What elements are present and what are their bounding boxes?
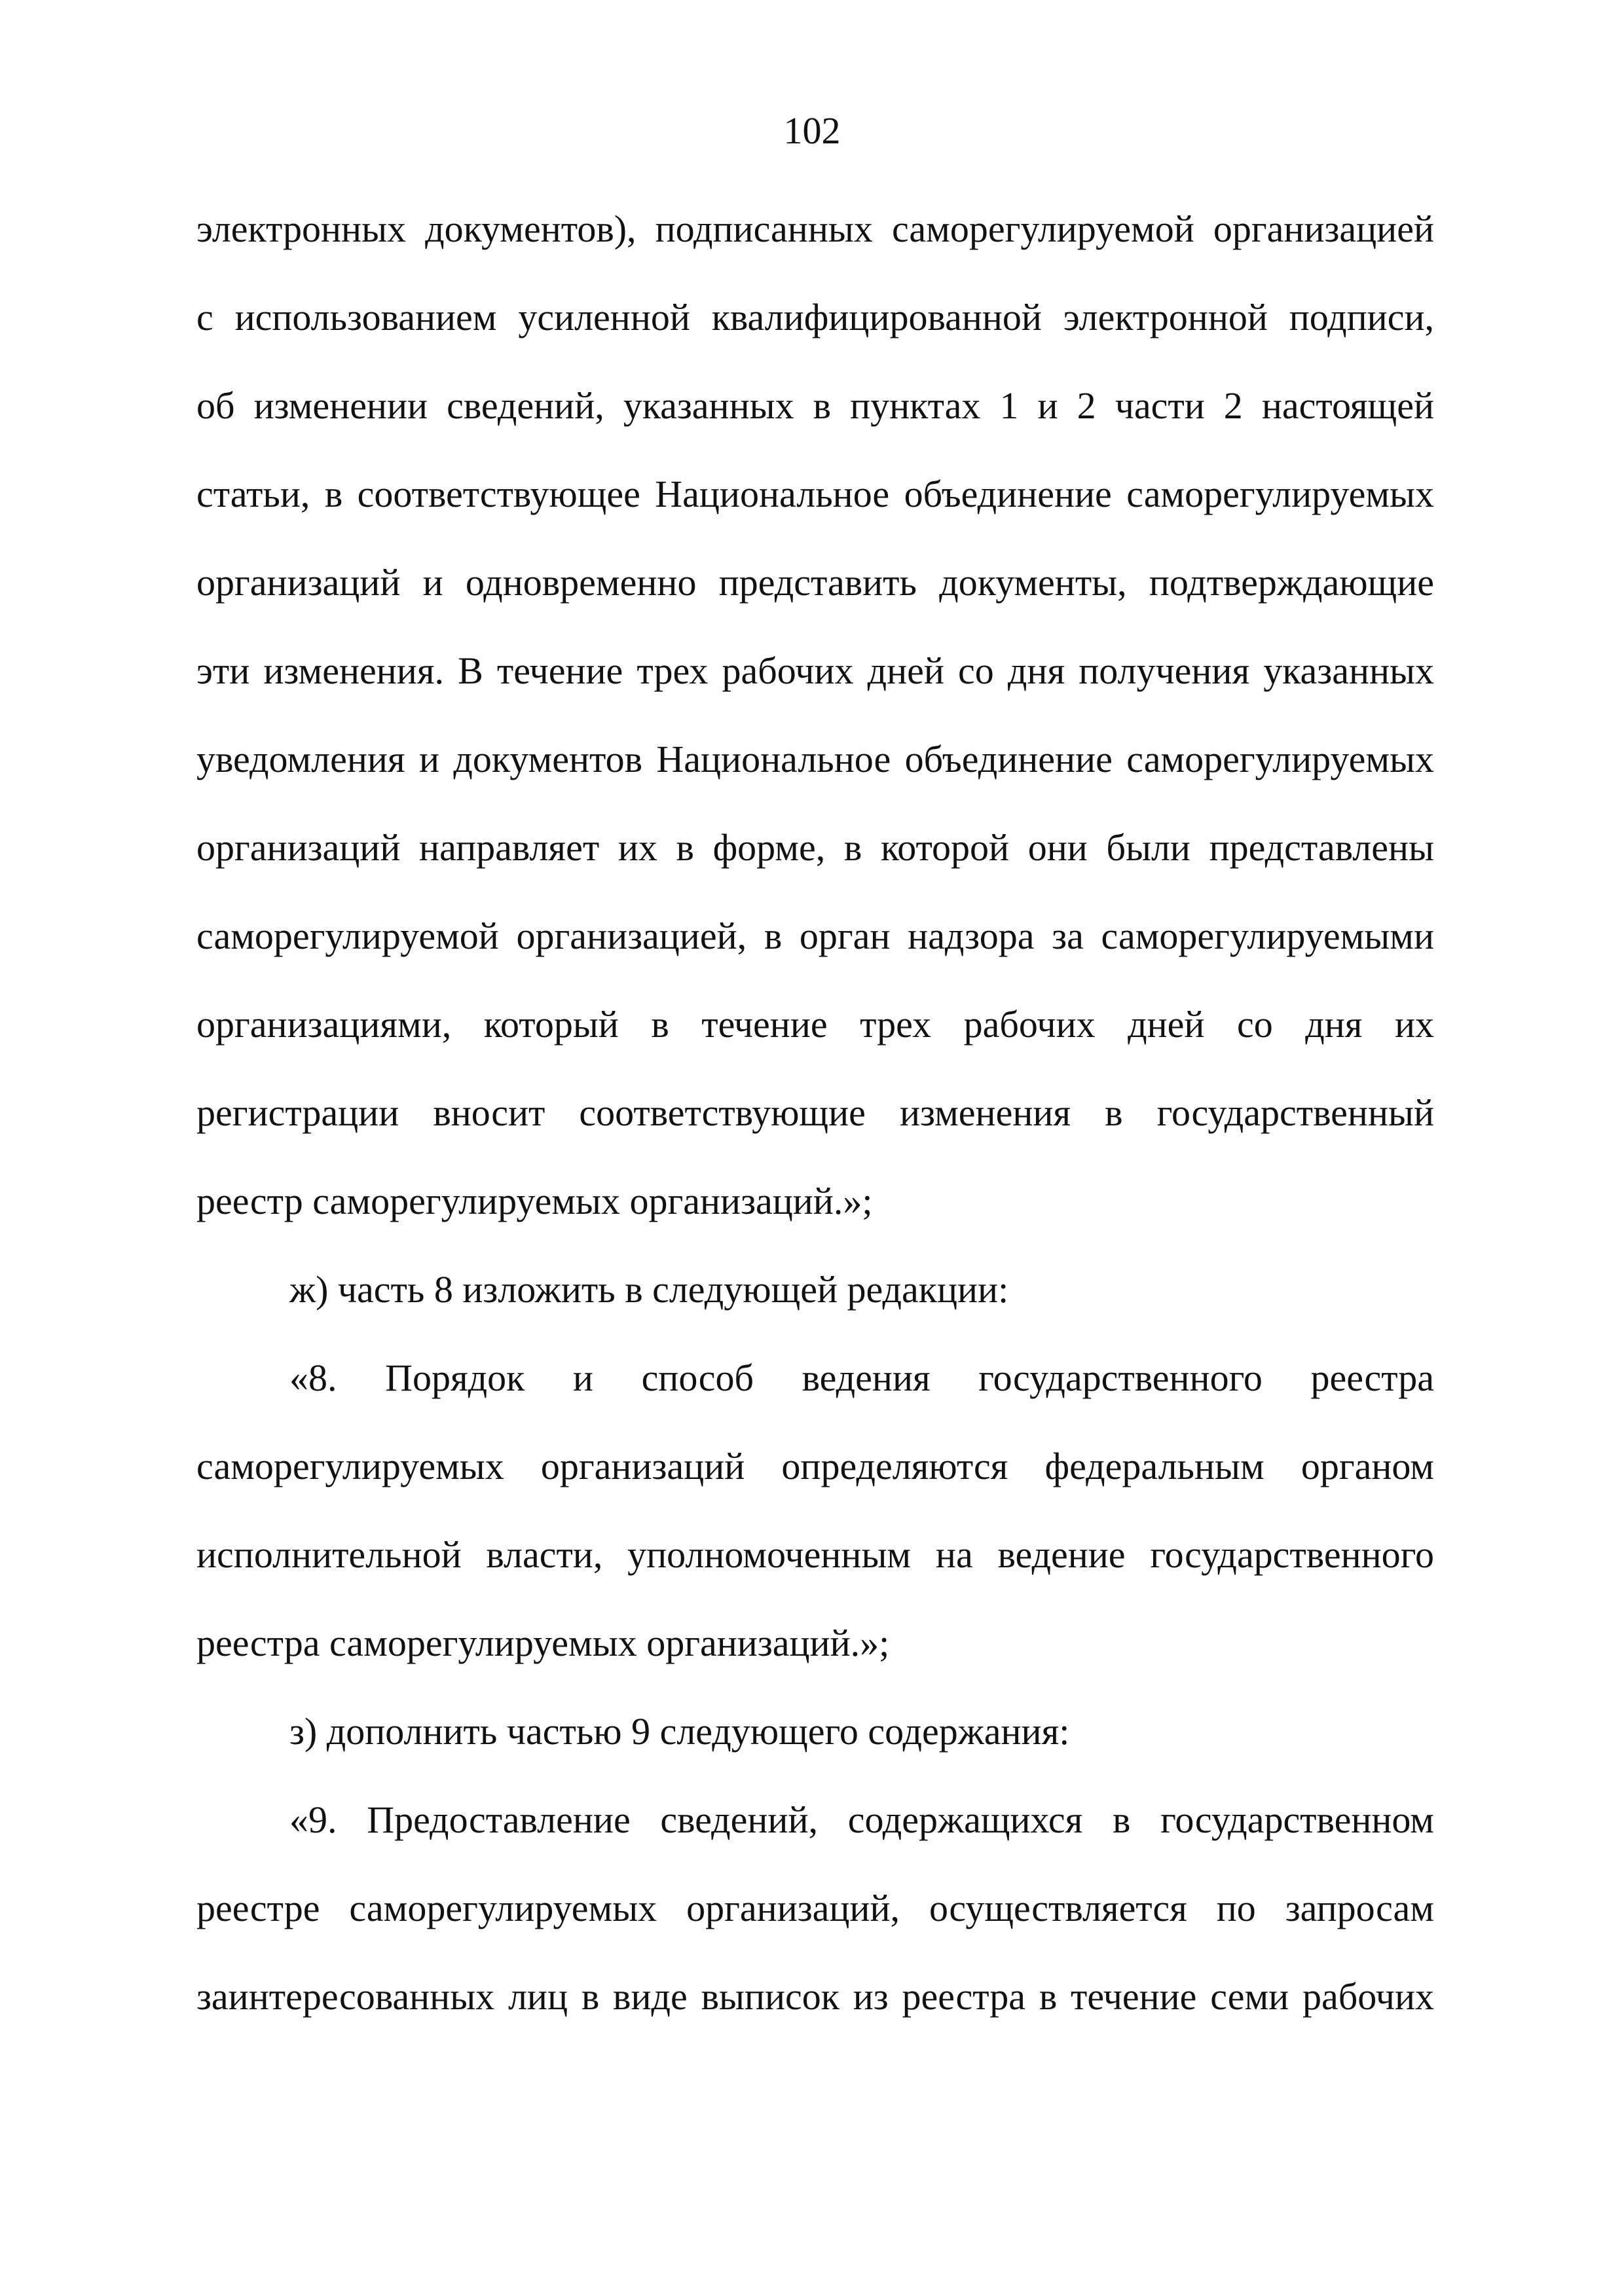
text-line-20: реестре саморегулируемых организаций, осуществляется по запросам	[196, 1887, 1434, 1929]
page-number: 102	[783, 109, 841, 152]
text-line-8: организаций направляет их в форме, в которой они были представлены	[196, 826, 1434, 869]
text-line-16: исполнительной власти, уполномоченным на ведение государственного	[196, 1533, 1434, 1576]
text-line-19: «9. Предоставление сведений, содержащихся в государственном	[289, 1798, 1434, 1841]
text-line-2: с использованием усиленной квалифицированной электронной подписи,	[196, 296, 1434, 338]
text-line-6: эти изменения. В течение трех рабочих дней со дня получения указанных	[196, 649, 1434, 692]
text-line-13: ж) часть 8 изложить в следующей редакции:	[289, 1268, 1009, 1311]
text-line-21: заинтересованных лиц в виде выписок из реестра в течение семи рабочих	[196, 1975, 1434, 2018]
text-line-14: «8. Порядок и способ ведения государственного реестра	[289, 1357, 1434, 1399]
text-line-7: уведомления и документов Национальное объединение саморегулируемых	[196, 738, 1434, 780]
text-line-10: организациями, который в течение трех рабочих дней со дня их	[196, 1003, 1434, 1046]
text-line-5: организаций и одновременно представить документы, подтверждающие	[196, 561, 1434, 604]
text-line-15: саморегулируемых организаций определяются федеральным органом	[196, 1445, 1434, 1487]
text-line-17: реестра саморегулируемых организаций.»;	[196, 1622, 890, 1664]
text-line-1: электронных документов), подписанных саморегулируемой организацией	[196, 208, 1434, 250]
text-line-18: з) дополнить частью 9 следующего содержания:	[289, 1710, 1070, 1753]
text-line-11: регистрации вносит соответствующие изменения в государственный	[196, 1091, 1434, 1134]
text-line-3: об изменении сведений, указанных в пунктах 1 и 2 части 2 настоящей	[196, 384, 1434, 427]
text-line-12: реестр саморегулируемых организаций.»;	[196, 1180, 873, 1222]
text-line-9: саморегулируемой организацией, в орган надзора за саморегулируемыми	[196, 915, 1434, 957]
text-line-4: статьи, в соответствующее Национальное объединение саморегулируемых	[196, 473, 1434, 515]
